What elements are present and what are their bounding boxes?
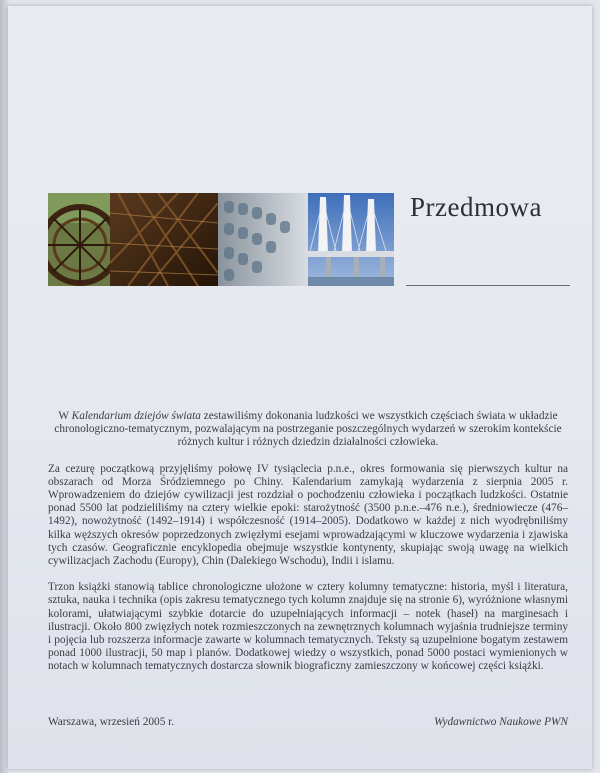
book-title-italic: Kalendarium dziejów świata — [71, 410, 201, 422]
intro-lead: W — [58, 410, 72, 422]
paragraph-structure: Trzon książki stanowią tablice chronologiczne ułożone w cztery kolumny tematyczne: historia, myśl i literatura, sztuka, nauka i technika (opis zakresu tematycznego tych kolumn znajduje się na stronie 6), wyróżnione własnymi kolorami, ułatwiającymi szybkie dotarcie do uzupełniających informacji – notek (haseł) na marginesach i ilustracji. Około 800 zwięzłych notek rozmieszczonych na zewnętrznych kolumnach wyjaśnia trudniejsze terminy i pojęcia lub rozszerza informacje zawarte w kolumnach tematycznych. Teksty są uzupełnione bogatym zestawem ponad 1000 ilustracji, 50 map i planów. Dodatkowej wiedzy o wszystkich, ponad 5000 postaci wymienionych w notach w kolumnach tematycznych dostarcza słownik biograficzny zamieszczony w końcowej części książki. — [48, 581, 568, 673]
header-photo-strip — [48, 193, 394, 286]
title-underline — [406, 285, 570, 286]
page-title: Przedmowa — [410, 192, 542, 222]
intro-rest: zestawiliśmy dokonania ludzkości we wszystkich częściach świata w układzie chronologiczno-tematycznym, pozwalającym na postrzeganie poszczególnych wydarzeń w szerokim kontekście różnych kultur i różnych dziedzin działalności człowieka. — [54, 410, 562, 449]
photo-collage — [48, 193, 394, 286]
place-date: Warszawa, wrzesień 2005 r. — [48, 716, 175, 728]
signature-line — [48, 716, 568, 730]
paragraph-scope: Za cezurę początkową przyjęliśmy połowę IV tysiąclecia p.n.e., okres formowania się pierwszych kultur na obszarach od Morza Śródziemnego po Chiny. Kalendarium zamykają wydarzenia z sierpnia 2005 r. Wprowadzeniem do dziejów cywilizacji jest rozdział o pochodzeniu człowieka i początkach ludzkości. Ostatnie ponad 5500 lat podzieliliśmy na cztery wielkie epoki: starożytność (3500 p.n.e.–476 n.e.), średniowiecze (476–1492), nowożytność (1492–1914) i współczesność (1914–2005). Dodatkowo w każdej z nich wyodrębniliśmy kilka węższych okresów poprzedzonych zwięzłymi esejami wprowadzającymi w kluczowe wydarzenia i zjawiska tych czasów. Geograficznie encyklopedia obejmuje wszystkie kontynenty, skupiając swoją uwagę na wielkich cywilizacjach Zachodu (Europy), Chin (Dalekiego Wschodu), Indii i islamu. — [48, 462, 568, 568]
preface-body — [48, 410, 568, 687]
paragraph-intro — [48, 410, 568, 450]
publisher-name: Wydawnictwo Naukowe PWN — [434, 716, 568, 728]
